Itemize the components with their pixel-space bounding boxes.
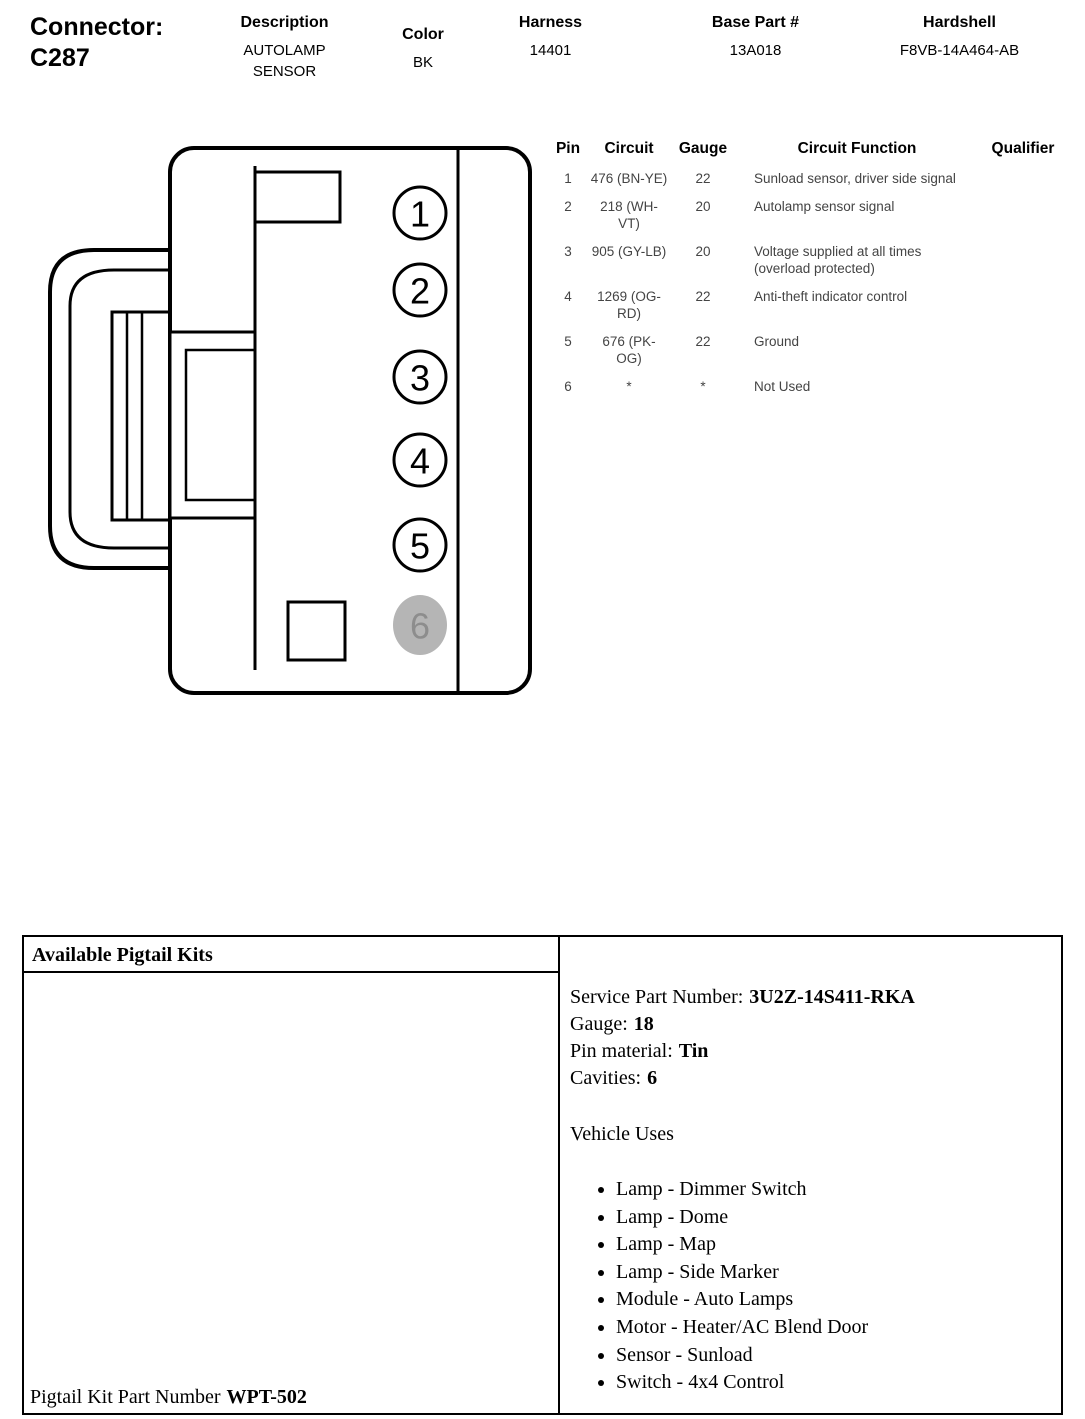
circuit-cell: 905 (GY-LB) xyxy=(591,244,667,259)
header-col-description xyxy=(222,14,347,82)
pin-cell: 1 xyxy=(564,171,572,186)
gauge-value: 18 xyxy=(633,1013,654,1035)
pin-cell: 5 xyxy=(564,334,572,349)
vehicle-uses-list xyxy=(600,1176,1053,1397)
pin-material-line xyxy=(570,1038,1053,1065)
qualifier-cell xyxy=(978,284,1068,329)
gauge-label: Gauge: xyxy=(570,1013,628,1035)
key-slot-outer xyxy=(170,332,255,518)
color-label: Color xyxy=(402,26,444,43)
vehicle-use-item: • Lamp - Dimmer Switch xyxy=(616,1176,1053,1204)
vehicle-use-item: • Motor - Heater/AC Blend Door xyxy=(616,1314,1053,1342)
connector-id: C287 xyxy=(30,44,90,72)
circuit-cell: 676 (PK-OG) xyxy=(602,334,656,366)
pin-material-value: Tin xyxy=(678,1040,709,1062)
pigtail-kits-section xyxy=(22,935,1063,1415)
function-cell: Anti-theft indicator control xyxy=(754,289,908,304)
connector-label: Connector: xyxy=(30,13,164,41)
header-col-base-part xyxy=(688,14,823,61)
kit-part-number-value: WPT-502 xyxy=(226,1386,307,1408)
pigtail-left-column xyxy=(24,937,560,1413)
cavity-number-4: 4 xyxy=(409,440,431,482)
vehicle-use-item: • Lamp - Dome xyxy=(616,1204,1053,1232)
pin-row xyxy=(548,284,1068,329)
bottom-index-tab xyxy=(288,602,345,660)
vehicle-use-item: • Lamp - Side Marker xyxy=(616,1259,1053,1287)
gauge-cell: 22 xyxy=(695,334,711,349)
cavity-number-3: 3 xyxy=(409,357,431,399)
cavities-value: 6 xyxy=(647,1067,658,1089)
pin-header: Pin xyxy=(555,140,581,157)
gauge-cell: 20 xyxy=(695,244,711,259)
gauge-cell: 22 xyxy=(695,289,711,304)
description-label: Description xyxy=(240,14,329,31)
top-index-tab xyxy=(255,172,340,222)
header-col-harness xyxy=(498,14,603,61)
service-part-number-label: Service Part Number: xyxy=(570,986,744,1008)
pin-table-header-row xyxy=(548,140,1068,166)
description-value: AUTOLAMP SENSOR xyxy=(243,42,326,80)
function-cell: Not Used xyxy=(754,379,811,394)
circuit-cell: 218 (WH-VT) xyxy=(600,199,658,231)
pin-cell: 6 xyxy=(564,379,572,394)
circuit-function-header: Circuit Function xyxy=(797,140,917,157)
gauge-cell: 20 xyxy=(695,199,711,214)
gauge-cell: * xyxy=(700,379,706,394)
hardshell-label: Hardshell xyxy=(923,14,996,31)
vehicle-use-item: • Switch - 4x4 Control xyxy=(616,1369,1053,1397)
pin-table xyxy=(548,140,1068,402)
qualifier-header: Qualifier xyxy=(991,140,1055,157)
pin-row xyxy=(548,194,1068,239)
pigtail-kit-part-number xyxy=(30,1386,307,1409)
qualifier-cell xyxy=(978,329,1068,374)
pin-row xyxy=(548,239,1068,284)
function-cell: Voltage supplied at all times (overload protected) xyxy=(754,244,922,276)
base-part-value: 13A018 xyxy=(729,42,782,59)
gauge-line xyxy=(570,1011,1053,1038)
circuit-cell: * xyxy=(626,379,632,394)
cavity-number-1: 1 xyxy=(409,193,431,235)
cavity-number-2: 2 xyxy=(409,270,431,312)
circuit-cell: 1269 (OG-RD) xyxy=(597,289,661,321)
header-col-hardshell xyxy=(862,14,1057,61)
circuit-header: Circuit xyxy=(604,140,654,157)
pin-row xyxy=(548,166,1068,194)
hardshell-value: F8VB-14A464-AB xyxy=(899,42,1020,59)
pin-cell: 4 xyxy=(564,289,572,304)
cavities-label: Cavities: xyxy=(570,1067,642,1089)
pin-cell: 2 xyxy=(564,199,572,214)
service-part-number-line xyxy=(570,984,1053,1011)
harness-value: 14401 xyxy=(529,42,572,59)
service-part-number-value: 3U2Z-14S411-RKA xyxy=(749,986,915,1008)
header-col-color xyxy=(383,26,463,73)
base-part-label: Base Part # xyxy=(711,14,800,31)
connector-diagram xyxy=(30,140,545,700)
function-cell: Sunload sensor, driver side signal xyxy=(754,171,956,186)
qualifier-cell xyxy=(978,239,1068,284)
pin-row xyxy=(548,374,1068,402)
qualifier-cell xyxy=(978,194,1068,239)
circuit-cell: 476 (BN-YE) xyxy=(590,171,668,186)
pin-cell: 3 xyxy=(564,244,572,259)
cavity-number-6: 6 xyxy=(409,605,431,647)
pin-material-label: Pin material: xyxy=(570,1040,673,1062)
function-cell: Ground xyxy=(754,334,800,349)
harness-label: Harness xyxy=(518,14,583,31)
cavity-number-5: 5 xyxy=(409,525,431,567)
connector-title xyxy=(30,12,163,74)
pigtail-kits-title: Available Pigtail Kits xyxy=(24,937,558,973)
qualifier-cell xyxy=(978,374,1068,402)
vehicle-uses-title: Vehicle Uses xyxy=(570,1123,674,1145)
function-cell: Autolamp sensor signal xyxy=(754,199,895,214)
gauge-cell: 22 xyxy=(695,171,711,186)
gauge-header: Gauge xyxy=(678,140,728,157)
cavities-line xyxy=(570,1065,1053,1092)
vehicle-use-item: • Lamp - Map xyxy=(616,1231,1053,1259)
kit-part-number-label: Pigtail Kit Part Number xyxy=(30,1386,221,1408)
vehicle-use-item: • Sensor - Sunload xyxy=(616,1342,1053,1370)
pigtail-kit-cell xyxy=(24,973,558,1413)
pin-row xyxy=(548,329,1068,374)
qualifier-cell xyxy=(978,166,1068,194)
vehicle-use-item: • Module - Auto Lamps xyxy=(616,1286,1053,1314)
color-value: BK xyxy=(412,54,433,71)
pigtail-details-cell xyxy=(560,937,1061,1413)
